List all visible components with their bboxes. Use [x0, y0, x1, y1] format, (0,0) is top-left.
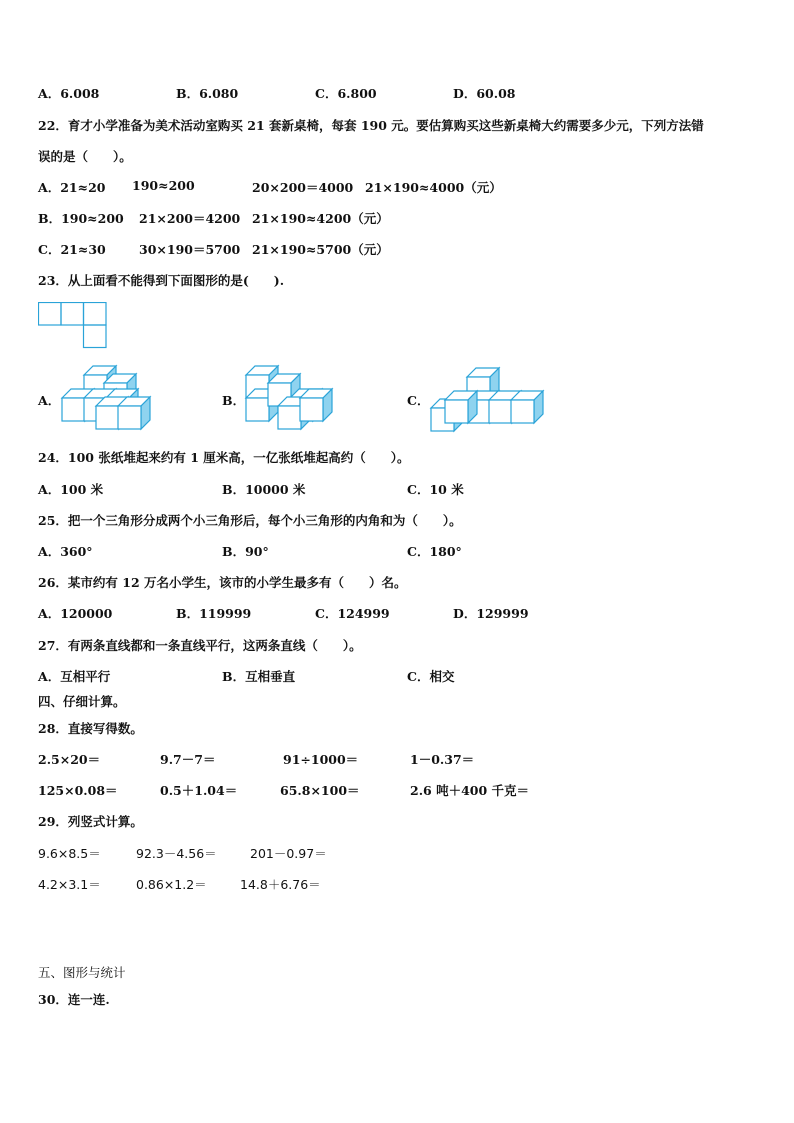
section-5-heading: 五、图形与统计 — [38, 965, 126, 980]
q26-option-d[interactable]: D．129999 — [453, 606, 529, 621]
q23-option-b-label[interactable]: B． — [222, 393, 246, 408]
q28-item[interactable]: 2.6 吨＋400 千克＝ — [410, 783, 530, 798]
q26-stem: 26．某市约有 12 万名小学生，该市的小学生最多有（ ）名。 — [38, 575, 407, 590]
q22-option-a-label[interactable]: A．21≈20 — [38, 180, 106, 195]
q25-option-b[interactable]: B．90° — [222, 544, 269, 559]
cube-block — [118, 397, 150, 429]
q27-option-c[interactable]: C．相交 — [407, 669, 455, 684]
q29-item[interactable]: 92.3－4.56＝ — [136, 846, 217, 861]
q29-item[interactable]: 14.8＋6.76＝ — [240, 877, 321, 892]
q24-option-b[interactable]: B．10000 米 — [222, 482, 306, 497]
q29-item[interactable]: 0.86×1.2＝ — [136, 877, 207, 892]
q29-stem: 29．列竖式计算。 — [38, 814, 143, 829]
q22-stem-line1: 22．育才小学准备为美术活动室购买 21 套新桌椅，每套 190 元。要估算购买这些新桌椅大约需要多少元，下列方法错 — [38, 118, 704, 133]
q28-stem: 28．直接写得数。 — [38, 721, 143, 736]
q28-item[interactable]: 0.5＋1.04＝ — [160, 783, 238, 798]
q23-option-c-label[interactable]: C． — [407, 393, 430, 408]
q23-option-a-cubes[interactable] — [60, 365, 150, 425]
q22-option-b-step1: 21×200＝4200 — [139, 211, 241, 226]
q22-option-c-label[interactable]: C．21≈30 — [38, 242, 106, 257]
q23-option-c-cubes[interactable] — [429, 365, 554, 433]
q21-option-c[interactable]: C．6.800 — [315, 86, 377, 101]
q28-item[interactable]: 9.7－7＝ — [160, 752, 216, 767]
q26-option-a[interactable]: A．120000 — [38, 606, 113, 621]
q22-stem-line2: 误的是（ ）。 — [38, 149, 132, 164]
q26-option-b[interactable]: B．119999 — [176, 606, 252, 621]
section-4-heading: 四、仔细计算。 — [38, 694, 126, 709]
q22-option-b-step2: 21×190≈4200（元） — [252, 211, 389, 226]
q27-option-a[interactable]: A．互相平行 — [38, 669, 111, 684]
cube-block — [445, 391, 477, 423]
q24-option-a[interactable]: A．100 米 — [38, 482, 104, 497]
q28-item[interactable]: 91÷1000＝ — [283, 752, 359, 767]
q27-option-b[interactable]: B．互相垂直 — [222, 669, 296, 684]
q23-option-b-cubes[interactable] — [244, 365, 334, 425]
q22-option-a-step2: 20×200＝4000 — [252, 180, 354, 195]
q28-item[interactable]: 65.8×100＝ — [280, 783, 360, 798]
q21-option-a[interactable]: A．6.008 — [38, 86, 100, 101]
q25-option-a[interactable]: A．360° — [38, 544, 93, 559]
q23-option-a-label[interactable]: A． — [38, 393, 61, 408]
q21-option-d[interactable]: D．60.08 — [453, 86, 516, 101]
q28-item[interactable]: 125×0.08＝ — [38, 783, 118, 798]
q25-option-c[interactable]: C．180° — [407, 544, 462, 559]
q30-stem: 30．连一连. — [38, 992, 110, 1007]
q28-item[interactable]: 1－0.37＝ — [410, 752, 475, 767]
cube-block — [300, 389, 332, 421]
q28-item[interactable]: 2.5×20＝ — [38, 752, 101, 767]
q22-option-b-label[interactable]: B．190≈200 — [38, 211, 124, 226]
q24-option-c[interactable]: C．10 米 — [407, 482, 464, 497]
q26-option-c[interactable]: C．124999 — [315, 606, 390, 621]
q22-option-a-step1: 190≈200 — [132, 178, 195, 193]
q24-stem: 24．100 张纸堆起来约有 1 厘米高，一亿张纸堆起高约（ ）。 — [38, 450, 410, 465]
cube-block — [511, 391, 543, 423]
q23-stem: 23．从上面看不能得到下面图形的是( ). — [38, 273, 285, 288]
q29-item[interactable]: 4.2×3.1＝ — [38, 877, 101, 892]
q27-stem: 27．有两条直线都和一条直线平行，这两条直线（ ）。 — [38, 638, 362, 653]
q25-stem: 25．把一个三角形分成两个小三角形后，每个小三角形的内角和为（ ）。 — [38, 513, 462, 528]
q22-option-a-step3: 21×190≈4000（元） — [365, 180, 502, 195]
q22-option-c-step1: 30×190＝5700 — [139, 242, 241, 257]
q23-top-view-figure — [38, 302, 108, 350]
q21-option-b[interactable]: B．6.080 — [176, 86, 239, 101]
q29-item[interactable]: 9.6×8.5＝ — [38, 846, 101, 861]
q22-option-c-step2: 21×190≈5700（元） — [252, 242, 389, 257]
q29-item[interactable]: 201－0.97＝ — [250, 846, 327, 861]
